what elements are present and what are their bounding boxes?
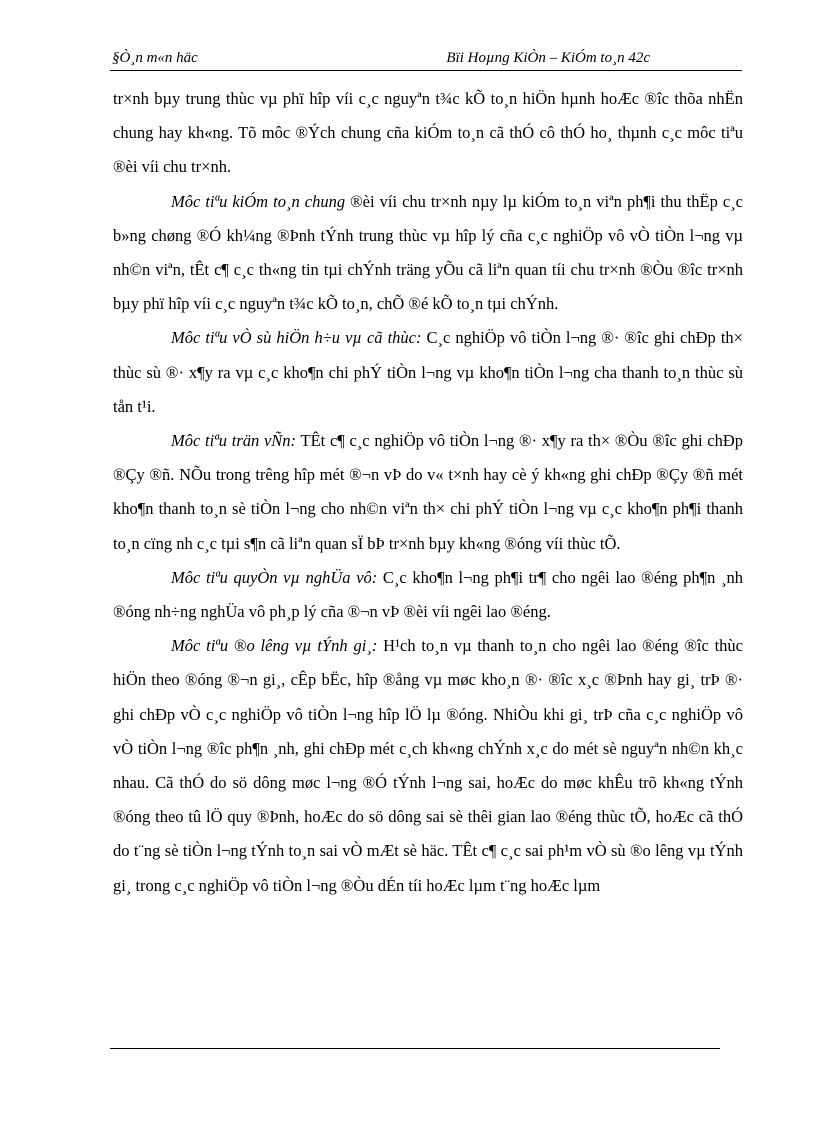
paragraph-heading: Môc tiªu kiÓm to¸n chung xyxy=(171,191,346,211)
header-author: Bïi Hoµng KiÒn – KiÓm to¸n 42c xyxy=(446,50,650,66)
footer-divider xyxy=(110,1048,720,1049)
paragraph-text: C¸c kho¶n l¬ng ph¶i tr¶ cho ngêi lao ®éng ph¶n ¸nh ®óng nh÷ng nghÜa vô ph¸p lý cña ®¬n vÞ ®èi víi ngêi lao ®éng. xyxy=(113,567,744,622)
document-body xyxy=(113,82,743,903)
paragraph-text: ®èi víi chu tr×nh nµy lµ kiÓm to¸n viªn ph¶i thu thËp c¸c b»ng chøng ®Ó kh¼ng ®Þnh tÝnh trung thùc vµ hîp lý cña c¸c nghiÖp vô vÒ tiÒn l¬ng vµ nh©n viªn, tÊt c¶ c¸c th«ng tin tµi chÝnh träng yÕu cã liªn quan tíi chu tr×nh ®Òu ®îc tr×nh bµy phï hîp víi c¸c nguyªn t¾c kÕ to¸n, chÕ ®é kÕ to¸n tµi chÝnh. xyxy=(113,191,744,314)
paragraph-heading: Môc tiªu ®o lêng vµ tÝnh gi¸: xyxy=(171,636,378,656)
paragraph-text: TÊt c¶ c¸c nghiÖp vô tiÒn l¬ng ®· x¶y ra th× ®Òu ®îc ghi chÐp ®Çy ®ñ. NÕu trong trêng hîp mét ®¬n vÞ do v« t×nh hay cè ý kh«ng ghi chÐp ®Çy ®ñ mét kho¶n thanh to¸n sè tiÒn l¬ng cho nh©n viªn th× chi phÝ tiÒn l¬ng vµ c¸c kho¶n ph¶i thanh to¸n cïng nh c¸c tµi s¶n cã liªn quan sÏ bÞ tr×nh bµy kh«ng ®óng víi thùc tÕ. xyxy=(113,431,744,553)
paragraph-general-objective xyxy=(113,185,743,322)
paragraph-heading: Môc tiªu vÒ sù hiÖn h÷u vµ cã thùc: xyxy=(171,328,422,348)
paragraph-text: C¸c nghiÖp vô tiÒn l¬ng ®· ®îc ghi chÐp th× thùc sù ®· x¶y ra vµ c¸c kho¶n chi phÝ tiÒn l¬ng vµ kho¶n tiÒn l¬ng cha thanh to¸n thùc sù tån t¹i. xyxy=(113,328,743,416)
paragraph-completeness-objective xyxy=(113,424,743,561)
paragraph-intro xyxy=(113,82,743,185)
paragraph-text: tr×nh bµy trung thùc vµ phï hîp víi c¸c nguyªn t¾c kÕ to¸n hiÖn hµnh hoÆc ®îc thõa nhËn chung hay kh«ng. Tõ môc ®Ých chung cña kiÓm to¸n cã thÓ cô thÓ ho¸ thµnh c¸c môc tiªu ®èi víi chu tr×nh. xyxy=(113,89,743,177)
paragraph-heading: Môc tiªu trän vÑn: xyxy=(171,431,297,451)
paragraph-text: H¹ch to¸n vµ thanh to¸n cho ngêi lao ®éng ®îc thùc hiÖn theo ®óng ®¬n gi¸, cÊp bËc, hîp ®ång vµ møc kho¸n ®· ®îc x¸c ®Þnh hay gi¸ trÞ ®· ghi chÐp vÒ c¸c nghiÖp vô tiÒn l¬ng hîp lÖ lµ ®óng. NhiÒu khi gi¸ trÞ cña c¸c nghiÖp vô vÒ tiÒn l¬ng ®îc ph¶n ¸nh, ghi chÐp mét c¸ch kh«ng chÝnh x¸c do mét sè nguyªn nh©n kh¸c nhau. Cã thÓ do sö dông møc l¬ng ®Ó tÝnh l¬ng sai, hoÆc do møc khÊu trõ kh«ng tÝnh ®óng theo tû lÖ quy ®Þnh, hoÆc do sö dông sai sè thêi gian lao ®éng thùc tÕ, hoÆc cã thÓ do t¨ng sè tiÒn l¬ng tÝnh to¸n sai vÒ mÆt sè häc. TÊt c¶ c¸c sai ph¹m vÒ sù ®o lêng vµ tÝnh gi¸ trong c¸c nghiÖp vô tiÒn l¬ng ®Òu dÉn tíi hoÆc lµm t¨ng hoÆc lµm xyxy=(113,636,744,895)
paragraph-rights-objective xyxy=(113,561,743,629)
paragraph-existence-objective xyxy=(113,321,743,424)
paragraph-heading: Môc tiªu quyÒn vµ nghÜa vô: xyxy=(171,567,378,587)
page-header xyxy=(110,50,742,71)
paragraph-valuation-objective xyxy=(113,629,743,903)
header-course-title: §Ò¸n m«n häc xyxy=(112,50,198,66)
